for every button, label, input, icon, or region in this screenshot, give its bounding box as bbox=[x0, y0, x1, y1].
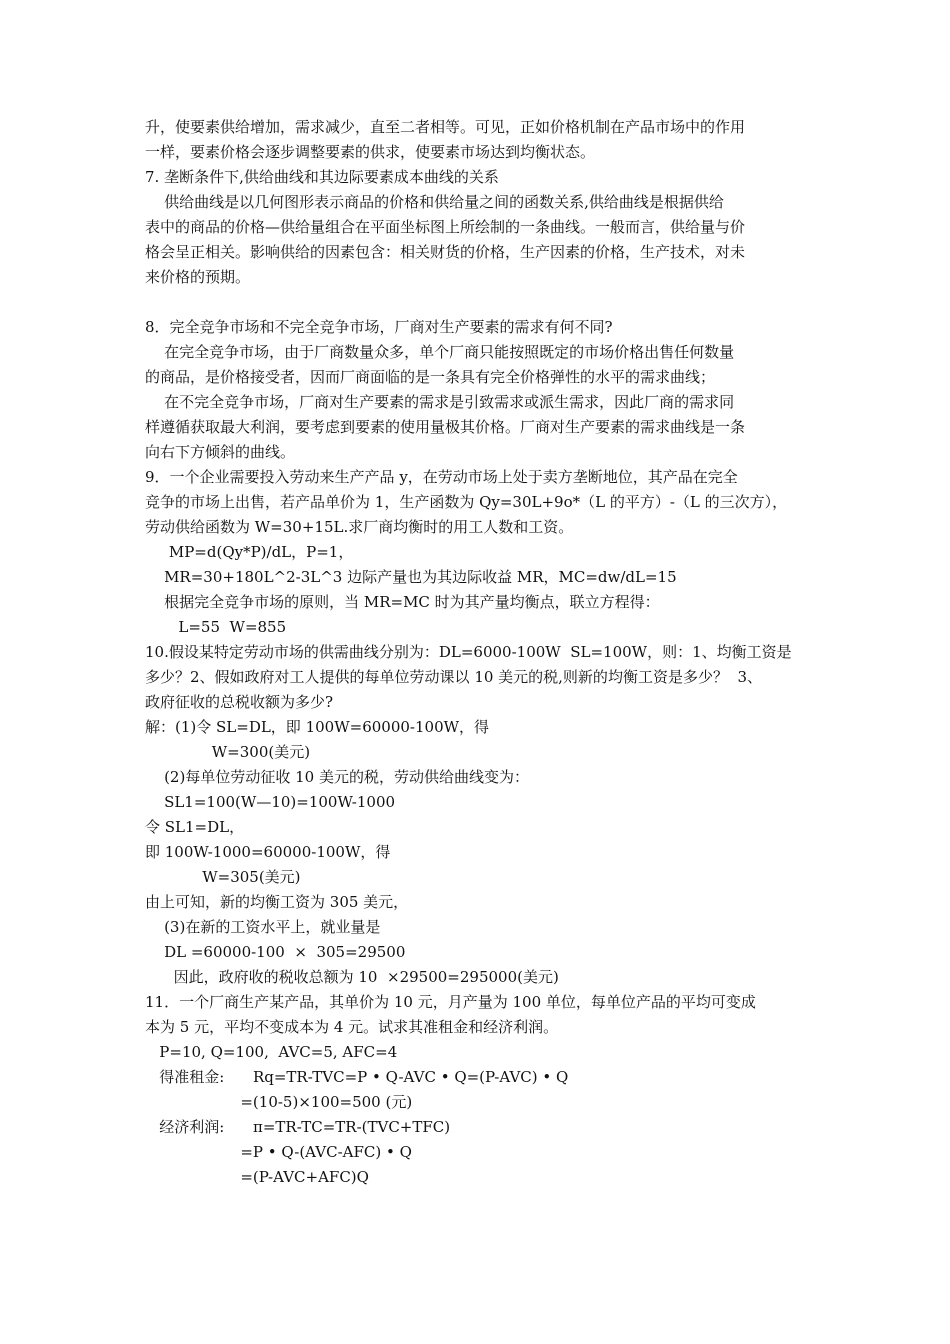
text-line: 在完全竞争市场，由于厂商数量众多，单个厂商只能按照既定的市场价格出售任何数量 bbox=[145, 343, 735, 361]
solution-line: 因此，政府收的税收总额为 10 ×29500=295000(美元) bbox=[145, 968, 559, 986]
question-8-heading: 8．完全竞争市场和不完全竞争市场，厂商对生产要素的需求有何不同? bbox=[145, 318, 613, 336]
solution-line: (3)在新的工资水平上，就业量是 bbox=[145, 918, 381, 936]
text-line: 竞争的市场上出售，若产品单价为 1，生产函数为 Qy=30L+9o*（L 的平方）-（L 的三次方）， bbox=[145, 493, 788, 511]
text-line: 一样，要素价格会逐步调整要素的供求，使要素市场达到均衡状态。 bbox=[145, 143, 596, 161]
blank-line bbox=[145, 290, 810, 315]
text-line: 在不完全竞争市场，厂商对生产要素的需求是引致需求或派生需求，因此厂商的需求同 bbox=[145, 393, 735, 411]
solution-line: (2)每单位劳动征收 10 美元的税，劳动供给曲线变为： bbox=[145, 768, 529, 786]
formula-line: DL =60000-100 × 305=29500 bbox=[145, 943, 406, 961]
solution-line: 解：(1)令 SL=DL，即 100W=60000-100W，得 bbox=[145, 718, 490, 736]
text-line: 样遵循获取最大利润，要考虑到要素的使用量极其价格。厂商对生产要素的需求曲线是一条 bbox=[145, 418, 746, 436]
question-11-heading: 11．一个厂商生产某产品，其单价为 10 元，月产量为 100 单位，每单位产品的平均可变成 bbox=[145, 993, 756, 1011]
formula-line: MP=d(Qy*P)/dL，P=1， bbox=[145, 543, 354, 561]
formula-line: =(P-AVC+AFC)Q bbox=[145, 1168, 369, 1186]
formula-line: 经济利润: π=TR-TC=TR-(TVC+TFC) bbox=[145, 1118, 451, 1136]
text-line: 劳动供给函数为 W=30+15L.求厂商均衡时的用工人数和工资。 bbox=[145, 518, 574, 536]
solution-line: 令 SL1=DL， bbox=[145, 818, 245, 836]
question-7-heading: 7. 垄断条件下,供给曲线和其边际要素成本曲线的关系 bbox=[145, 168, 499, 186]
text-line: 表中的商品的价格—供给量组合在平面坐标图上所绘制的一条曲线。一般而言，供给量与价 bbox=[145, 218, 746, 236]
text-line: 格会呈正相关。影响供给的因素包含：相关财货的价格，生产因素的价格，生产技术，对未 bbox=[145, 243, 746, 261]
formula-line: L=55 W=855 bbox=[145, 618, 287, 636]
formula-line: SL1=100(W—10)=100W-1000 bbox=[145, 793, 396, 811]
document-page bbox=[145, 115, 810, 1190]
text-line: 供给曲线是以几何图形表示商品的价格和供给量之间的函数关系,供给曲线是根据供给 bbox=[145, 193, 724, 211]
text-line: 来价格的预期。 bbox=[145, 268, 251, 286]
formula-line: =(10-5)×100=500 (元) bbox=[145, 1093, 413, 1111]
solution-line: 由上可知，新的均衡工资为 305 美元， bbox=[145, 893, 409, 911]
text-line: 多少？2、假如政府对工人提供的每单位劳动课以 10 美元的税,则新的均衡工资是多少？ 3、 bbox=[145, 668, 763, 686]
formula-line: W=305(美元) bbox=[145, 868, 301, 886]
question-10-heading: 10.假设某特定劳动市场的供需曲线分别为：DL=6000-100W SL=100W，则：1、均衡工资是 bbox=[145, 643, 792, 661]
question-9-heading: 9．一个企业需要投入劳动来生产产品 y，在劳动市场上处于卖方垄断地位，其产品在完全 bbox=[145, 468, 738, 486]
formula-line: =P • Q-(AVC-AFC) • Q bbox=[145, 1143, 412, 1161]
text-line: 升，使要素供给增加，需求减少，直至二者相等。可见，正如价格机制在产品市场中的作用 bbox=[145, 118, 746, 136]
text-line: 本为 5 元，平均不变成本为 4 元。试求其准租金和经济利润。 bbox=[145, 1018, 559, 1036]
text-line: 的商品，是价格接受者，因而厂商面临的是一条具有完全价格弹性的水平的需求曲线； bbox=[145, 368, 716, 386]
formula-line: MR=30+180L^2-3L^3 边际产量也为其边际收益 MR，MC=dw/dL=15 bbox=[145, 568, 677, 586]
formula-line: P=10, Q=100, AVC=5, AFC=4 bbox=[145, 1043, 398, 1061]
text-line: 向右下方倾斜的曲线。 bbox=[145, 443, 296, 461]
solution-line: 即 100W-1000=60000-100W，得 bbox=[145, 843, 391, 861]
text-line: 根据完全竞争市场的原则，当 MR=MC 时为其产量均衡点，联立方程得： bbox=[145, 593, 660, 611]
formula-line: 得准租金: Rq=TR-TVC=P • Q-AVC • Q=(P-AVC) • Q bbox=[145, 1068, 569, 1086]
formula-line: W=300(美元) bbox=[145, 743, 311, 761]
text-line: 政府征收的总税收额为多少? bbox=[145, 693, 334, 711]
